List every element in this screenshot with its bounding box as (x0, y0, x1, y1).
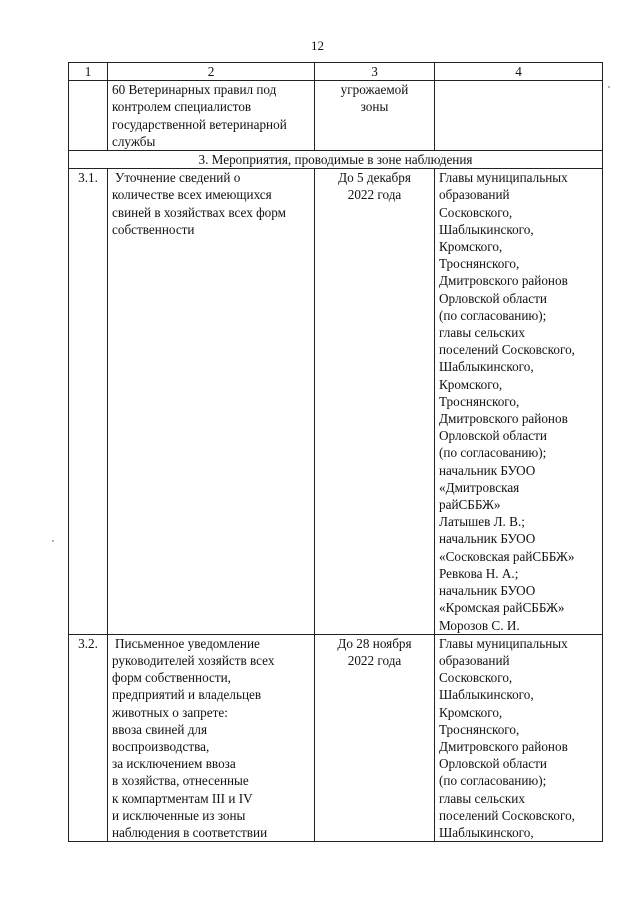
scan-speck (52, 540, 54, 542)
column-number-header-row (69, 63, 603, 81)
header-col-4: 4 (435, 63, 603, 81)
continuation-deadline-cell: угрожаемой зоны (315, 81, 435, 151)
header-col-2: 2 (108, 63, 315, 81)
section-header-row (69, 151, 603, 169)
measures-table (68, 62, 603, 842)
row-action: Уточнение сведений о количестве всех имеющихся свиней в хозяйствах всех форм собственности (108, 169, 315, 634)
row-number: 3.1. (69, 169, 108, 634)
row-deadline: До 28 ноября 2022 года (315, 634, 435, 841)
continuation-responsible-cell (435, 81, 603, 151)
header-col-1: 1 (69, 63, 108, 81)
row-responsible: Главы муниципальных образований Сосковского, Шаблыкинского, Кромского, Троснянского, Дмитровского районов Орловской области (по согласованию); главы сельских поселений Сосковского, Шаблыкинского, (435, 634, 603, 841)
table-row (69, 634, 603, 841)
header-col-3: 3 (315, 63, 435, 81)
row-responsible: Главы муниципальных образований Сосковского, Шаблыкинского, Кромского, Троснянского, Дмитровского районов Орловской области (по согласованию); главы сельских поселений Сосковского, Шаблыкинского, Кромского, Троснянского, Дмитровского районов Орловской области (по согласованию); начальник БУОО «Дмитровская райСББЖ» Латышев Л. В.; начальник БУОО «Сосковская райСББЖ» Ревкова Н. А.; начальник БУОО «Кромская райСББЖ» Морозов С. И. (435, 169, 603, 634)
page-number: 12 (311, 38, 324, 53)
section-title: 3. Мероприятия, проводимые в зоне наблюдения (69, 151, 603, 169)
scan-speck (608, 86, 610, 88)
continuation-action-cell: 60 Ветеринарных правил под контролем специалистов государственной ветеринарной службы (108, 81, 315, 151)
row-action: Письменное уведомление руководителей хозяйств всех форм собственности, предприятий и владельцев животных о запрете: ввоза свиней для воспроизводства, за исключением ввоза в хозяйства, отнесенные к компартментам III и IV и исключенные из зоны наблюдения в соответствии (108, 634, 315, 841)
continuation-num-cell (69, 81, 108, 151)
row-number: 3.2. (69, 634, 108, 841)
continuation-row (69, 81, 603, 151)
table-row (69, 169, 603, 634)
row-deadline: До 5 декабря 2022 года (315, 169, 435, 634)
